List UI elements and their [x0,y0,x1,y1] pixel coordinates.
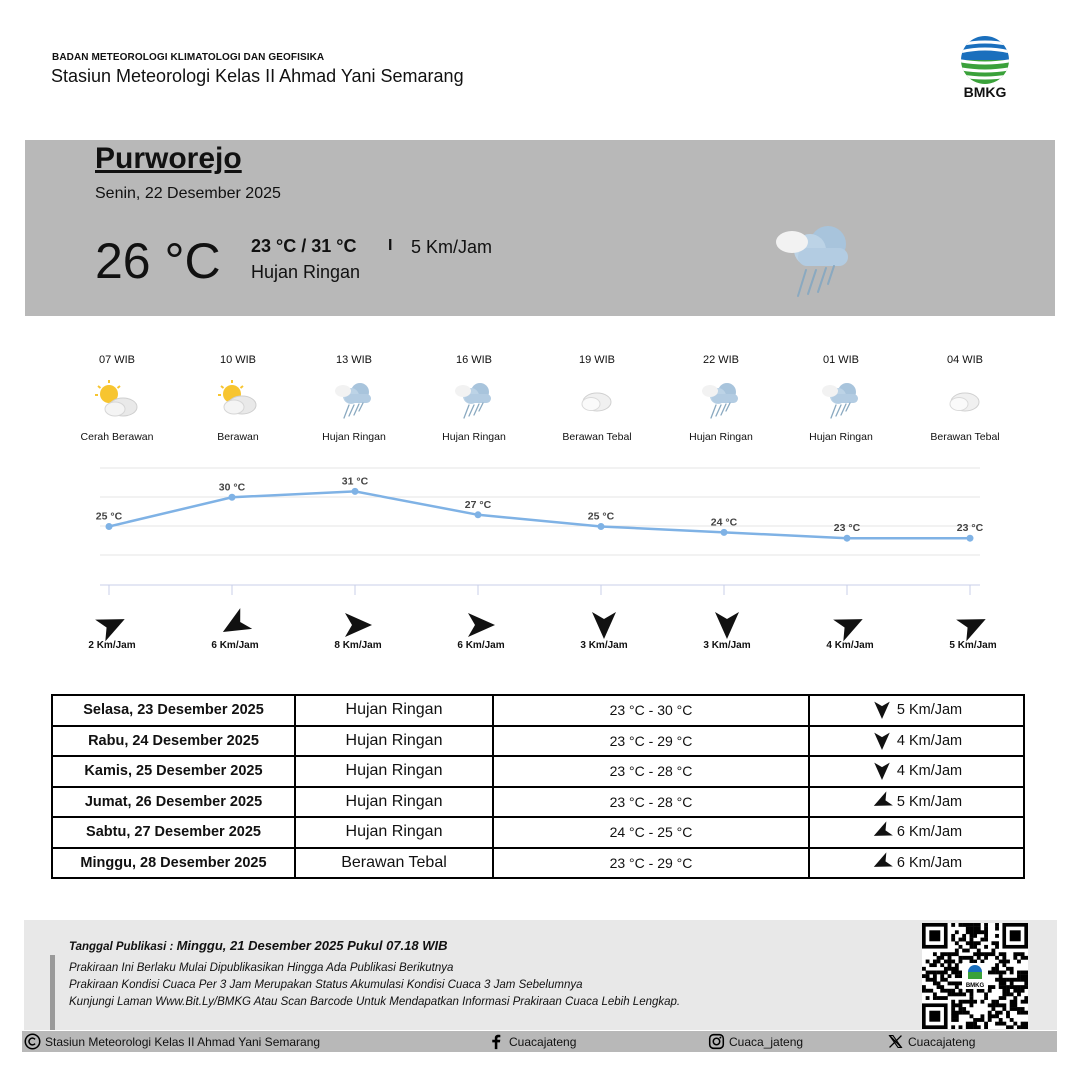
rain-cloud-icon [332,378,376,422]
qr-logo-text: BMKG [965,983,985,989]
wind-speed: 6 Km/Jam [896,854,963,871]
separator: I [388,237,393,254]
wind-direction-icon [871,852,893,874]
wind-speed: 5 Km/Jam [896,702,963,719]
bmkg-logo [956,34,1014,102]
footer-note: Prakiraan Kondisi Cuaca Per 3 Jam Merupakan Status Akumulasi Kondisi Cuaca 3 Jam Sebelumnya [69,979,583,991]
wind-speed: 4 Km/Jam [826,640,874,651]
condition-cell: Hujan Ringan [295,726,493,757]
temperature-label: 25 °C [587,510,615,523]
current-condition: Hujan Ringan [251,262,361,282]
copyright-text: Stasiun Meteorologi Kelas II Ahmad Yani Semarang [45,1034,321,1049]
hour-time: 22 WIB [702,354,740,366]
temperature-cell: 23 °C - 29 °C [493,726,809,757]
hour-condition: Hujan Ringan [689,431,753,443]
temperature-point [721,529,728,536]
rain-cloud-icon [699,378,743,422]
wind-direction-icon [587,608,621,642]
wind-direction-icon [871,821,893,843]
wind-cell [809,787,1024,818]
facebook-link[interactable] [488,1033,576,1050]
wind-speed: 5 Km/Jam [949,640,997,651]
hour-condition: Hujan Ringan [442,431,506,443]
wind-cell [809,848,1024,879]
facebook-handle: Cuacajateng [509,1034,577,1049]
hour-condition: Hujan Ringan [809,431,873,443]
cloud-icon [575,378,619,422]
current-temperature: 26 °C [95,233,221,289]
wind-cell [809,726,1024,757]
hour-condition: Cerah Berawan [80,431,154,443]
hour-time: 13 WIB [335,354,373,366]
qr-code[interactable] [922,923,1028,1029]
temperature-range: 23 °C / 31 °C [251,236,357,256]
condition-cell: Berawan Tebal [295,848,493,879]
x-link[interactable] [887,1033,975,1050]
social-bar [22,1031,1057,1052]
temperature-label: 23 °C [956,522,984,535]
wind-direction-icon [218,608,252,642]
instagram-icon [708,1033,725,1050]
sun-cloud-small-icon [216,378,260,422]
wind-direction-icon [871,730,893,752]
condition-cell: Hujan Ringan [295,817,493,848]
day-cell: Rabu, 24 Desember 2025 [52,726,295,757]
instagram-link[interactable] [708,1033,803,1050]
cloud-icon [943,378,987,422]
temperature-point [844,535,851,542]
hour-condition: Hujan Ringan [322,431,386,443]
wind-speed: 3 Km/Jam [580,640,628,651]
footer [24,920,1057,1030]
current-date: Senin, 22 Desember 2025 [95,185,281,202]
hour-time: 07 WIB [98,354,136,366]
x-handle: Cuacajateng [908,1034,976,1049]
temperature-cell: 23 °C - 28 °C [493,787,809,818]
temperature-cell: 23 °C - 28 °C [493,756,809,787]
wind-speed: 8 Km/Jam [334,640,382,651]
wind-speed: 3 Km/Jam [703,640,751,651]
wind-speed: 6 Km/Jam [896,824,963,841]
condition-cell: Hujan Ringan [295,787,493,818]
instagram-handle: Cuaca_jateng [729,1034,804,1049]
day-cell: Sabtu, 27 Desember 2025 [52,817,295,848]
x-icon [887,1033,904,1050]
logo-text: BMKG [963,84,1007,100]
footer-note: Kunjungi Laman Www.Bit.Ly/BMKG Atau Scan Barcode Untuk Mendapatkan Informasi Prakiraan Cuaca Lebih Lengkap. [69,996,681,1008]
daily-forecast-table [51,694,1025,879]
temperature-point [475,511,482,518]
facebook-icon [488,1033,505,1050]
temperature-label: 27 °C [464,498,492,511]
publication-label: Tanggal Publikasi : [69,941,177,953]
temperature-label: 23 °C [833,522,861,535]
wind-direction-icon [871,791,893,813]
footer-accent-bar [50,955,55,1030]
current-weather-panel [25,140,1055,316]
station-name: Stasiun Meteorologi Kelas II Ahmad Yani Semarang [51,66,464,86]
city-name: Purworejo [95,142,242,175]
wind-direction-icon [710,608,744,642]
table-row [52,726,1024,757]
table-row [52,695,1024,726]
day-cell: Selasa, 23 Desember 2025 [52,695,295,726]
wind-cell [809,756,1024,787]
wind-cell [809,695,1024,726]
wind-direction-icon [871,760,893,782]
temperature-point [229,494,236,501]
hour-condition: Berawan Tebal [930,431,1000,443]
wind-speed: 4 Km/Jam [896,732,963,749]
wind-direction-icon [341,608,375,642]
wind-speed: 2 Km/Jam [88,640,136,651]
temperature-cell: 24 °C - 25 °C [493,817,809,848]
wind-direction-icon [871,699,893,721]
temperature-cell: 23 °C - 30 °C [493,695,809,726]
current-wind: 5 Km/Jam [411,237,493,257]
wind-direction-icon [833,608,867,642]
wind-cell [809,817,1024,848]
hour-time: 16 WIB [455,354,493,366]
wind-speed: 6 Km/Jam [211,640,259,651]
condition-cell: Hujan Ringan [295,756,493,787]
rain-cloud-icon [452,378,496,422]
wind-direction-icon [464,608,498,642]
temperature-label: 24 °C [710,516,738,529]
table-row [52,848,1024,879]
copyright [24,1033,320,1050]
rain-cloud-icon [819,378,863,422]
temperature-label: 30 °C [218,481,246,494]
publication-value: Minggu, 21 Desember 2025 Pukul 07.18 WIB [176,938,448,953]
temperature-point [106,523,113,530]
wind-direction-icon [95,608,129,642]
table-row [52,787,1024,818]
day-cell: Kamis, 25 Desember 2025 [52,756,295,787]
temperature-cell: 23 °C - 29 °C [493,848,809,879]
copyright-icon [24,1033,41,1050]
day-cell: Minggu, 28 Desember 2025 [52,848,295,879]
day-cell: Jumat, 26 Desember 2025 [52,787,295,818]
temperature-chart [0,460,1080,595]
sun-cloud-icon [95,378,139,422]
rain-cloud-icon [770,220,860,300]
hour-condition: Berawan [217,431,259,443]
hour-condition: Berawan Tebal [562,431,632,443]
hour-time: 01 WIB [822,354,860,366]
wind-speed: 5 Km/Jam [896,793,963,810]
hour-time: 10 WIB [219,354,257,366]
temperature-label: 31 °C [341,475,369,488]
agency-name: BADAN METEOROLOGI KLIMATOLOGI DAN GEOFISIKA [52,52,325,63]
hour-time: 19 WIB [578,354,616,366]
publication-date [69,938,448,953]
footer-note: Prakiraan Ini Berlaku Mulai Dipublikasikan Hingga Ada Publikasi Berikutnya [69,962,454,974]
temperature-point [352,488,359,495]
table-row [52,817,1024,848]
wind-direction-icon [956,608,990,642]
hour-time: 04 WIB [946,354,984,366]
condition-cell: Hujan Ringan [295,695,493,726]
table-row [52,756,1024,787]
wind-speed: 6 Km/Jam [457,640,505,651]
temperature-point [598,523,605,530]
wind-speed: 4 Km/Jam [896,763,963,780]
temperature-point [967,535,974,542]
temperature-label: 25 °C [95,510,123,523]
